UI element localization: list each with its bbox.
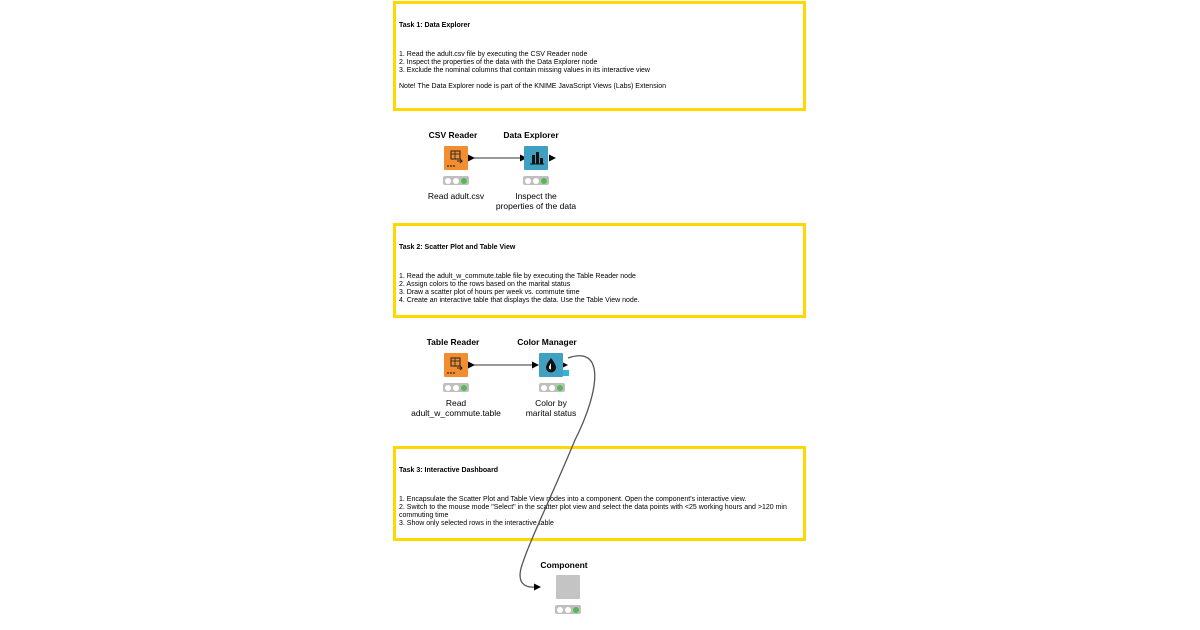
- table-reader-icon: [444, 353, 468, 377]
- model-port-icon: [562, 370, 569, 376]
- color-drop-icon: [539, 353, 563, 377]
- annotation-title: Task 3: Interactive Dashboard: [399, 467, 499, 474]
- component-node[interactable]: [556, 575, 580, 599]
- node-description-data-explorer: Inspect the properties of the data: [495, 191, 577, 211]
- annotation-body: 1. Read the adult.csv file by executing the CSV Reader node 2. Inspect the properties of the data with the Data Explorer node 3. Exclude the nominal columns that contain missing values in its interactive view Note! The Data Explorer node is part of the KNIME JavaScript Views (Labs) Extension: [399, 51, 667, 90]
- input-port-icon: [534, 584, 541, 591]
- annotation-body: 1. Encapsulate the Scatter Plot and Table View nodes into a component. Open the component's interactive view. 2. Switch to the mouse mode "Select" in the scatter plot view and select the data points with <25 working hours and >120 min commuting time 3. Show only selected rows in the interactive table: [399, 496, 787, 527]
- node-title-table-reader: Table Reader: [426, 337, 480, 347]
- table-reader-icon: [444, 146, 468, 170]
- output-port-icon: [468, 362, 475, 369]
- chart-view-icon: [524, 146, 548, 170]
- node-status-indicator: [443, 383, 469, 392]
- node-title-component: Component: [540, 560, 588, 570]
- node-status-indicator: [523, 176, 549, 185]
- node-status-indicator: [443, 176, 469, 185]
- node-description-table-reader: Read adult_w_commute.table: [411, 398, 501, 418]
- annotation-title: Task 1: Data Explorer: [399, 22, 471, 29]
- data-explorer-node[interactable]: [524, 146, 548, 170]
- output-port-icon: [468, 155, 475, 162]
- node-status-indicator: [539, 383, 565, 392]
- annotation-title: Task 2: Scatter Plot and Table View: [399, 244, 516, 251]
- table-reader-node[interactable]: [444, 353, 468, 377]
- node-title-data-explorer: Data Explorer: [503, 130, 559, 140]
- output-port-icon: [549, 155, 556, 162]
- node-description-color-manager: Color by marital status: [525, 398, 577, 418]
- node-description-csv-reader: Read adult.csv: [427, 191, 485, 201]
- node-title-csv-reader: CSV Reader: [428, 130, 478, 140]
- input-port-icon: [532, 362, 539, 369]
- annotation-body: 1. Read the adult_w_commute.table file by executing the Table Reader node 2. Assign colors to the rows based on the marital status 3. Draw a scatter plot of hours per week vs. commute time 4. Create an interactive table that displays the data. Use the Table View node.: [399, 273, 640, 304]
- node-title-color-manager: Color Manager: [517, 337, 577, 347]
- color-manager-node[interactable]: [539, 353, 563, 377]
- node-status-indicator: [555, 605, 581, 614]
- csv-reader-node[interactable]: [444, 146, 468, 170]
